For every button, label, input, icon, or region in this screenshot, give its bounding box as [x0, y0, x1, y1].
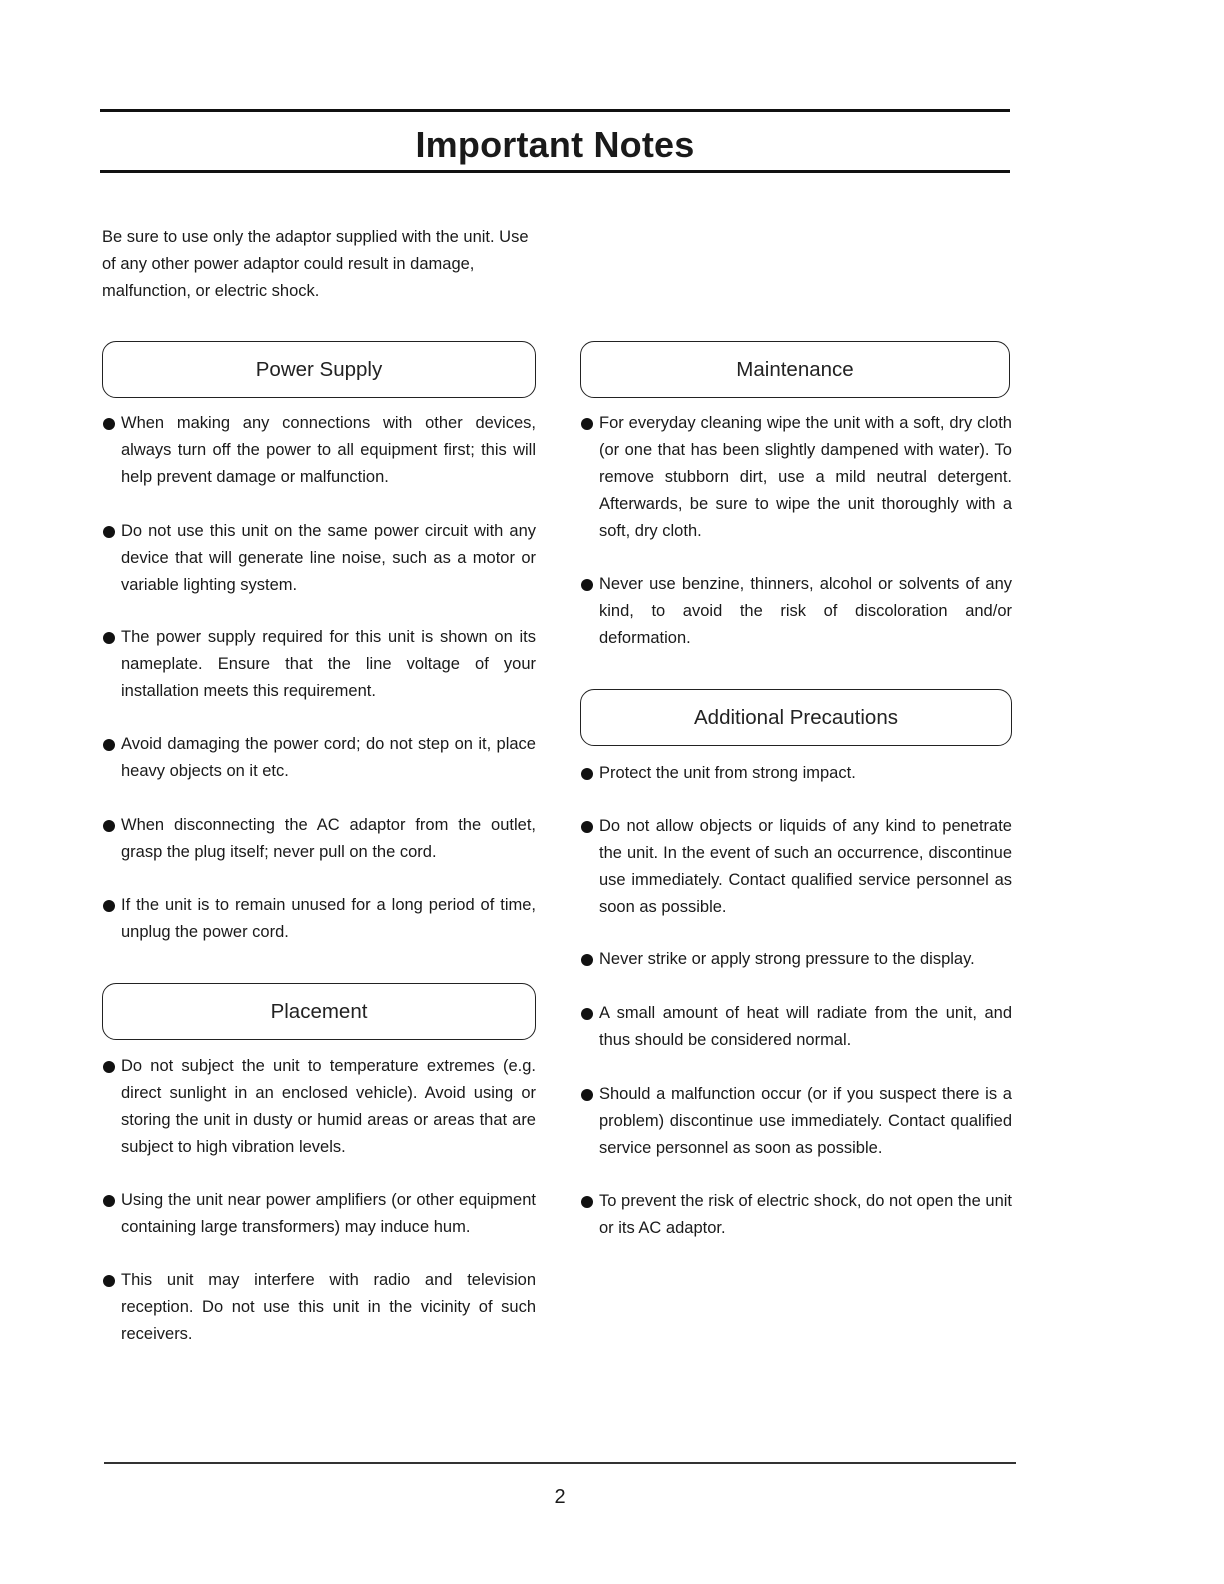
- bullet-icon: [103, 900, 115, 912]
- placement-item: This unit may interfere with radio and television reception. Do not use this unit in the vicinity of such receivers.: [102, 1267, 536, 1348]
- bullet-icon: [581, 768, 593, 780]
- bullet-icon: [581, 579, 593, 591]
- power-supply-item: If the unit is to remain unused for a long period of time, unplug the power cord.: [102, 892, 536, 946]
- bullet-icon: [581, 1008, 593, 1020]
- maintenance-heading: Maintenance: [580, 341, 1010, 398]
- power-supply-item: Avoid damaging the power cord; do not step on it, place heavy objects on it etc.: [102, 731, 536, 785]
- placement-heading: Placement: [102, 983, 536, 1040]
- footer-rule: [104, 1462, 1016, 1464]
- maintenance-item: Never use benzine, thinners, alcohol or solvents of any kind, to avoid the risk of discoloration and/or deformation.: [580, 571, 1012, 652]
- precaution-item: A small amount of heat will radiate from the unit, and thus should be considered normal.: [580, 1000, 1012, 1054]
- bullet-icon: [103, 739, 115, 751]
- power-supply-item: When disconnecting the AC adaptor from the outlet, grasp the plug itself; never pull on the cord.: [102, 812, 536, 866]
- power-supply-item: When making any connections with other devices, always turn off the power to all equipment first; this will help prevent damage or malfunction.: [102, 410, 536, 491]
- bullet-icon: [581, 418, 593, 430]
- bullet-icon: [103, 1061, 115, 1073]
- precaution-item: To prevent the risk of electric shock, do not open the unit or its AC adaptor.: [580, 1188, 1012, 1242]
- bullet-icon: [581, 821, 593, 833]
- additional-precautions-heading: Additional Precautions: [580, 689, 1012, 746]
- page-title: Important Notes: [415, 124, 695, 165]
- bullet-icon: [103, 820, 115, 832]
- title-underline: [100, 170, 1010, 173]
- power-supply-item: Do not use this unit on the same power circuit with any device that will generate line noise, such as a motor or variable lighting system.: [102, 518, 536, 599]
- top-rule: [100, 109, 1010, 112]
- bullet-icon: [581, 1089, 593, 1101]
- bullet-icon: [581, 1196, 593, 1208]
- bullet-icon: [103, 632, 115, 644]
- bullet-icon: [103, 418, 115, 430]
- bullet-icon: [103, 526, 115, 538]
- intro-paragraph: Be sure to use only the adaptor supplied with the unit. Use of any other power adaptor could result in damage, malfunction, or electric shock.: [102, 228, 529, 300]
- power-supply-heading: Power Supply: [102, 341, 536, 398]
- bullet-icon: [581, 954, 593, 966]
- page-number: 2: [554, 1486, 566, 1508]
- power-supply-item: The power supply required for this unit is shown on its nameplate. Ensure that the line voltage of your installation meets this requirement.: [102, 624, 536, 705]
- precaution-item: Never strike or apply strong pressure to the display.: [580, 946, 1012, 973]
- maintenance-item: For everyday cleaning wipe the unit with a soft, dry cloth (or one that has been slightly dampened with water). To remove stubborn dirt, use a mild neutral detergent. Afterwards, be sure to wipe the unit thoroughly with a soft, dry cloth.: [580, 410, 1012, 545]
- bullet-icon: [103, 1275, 115, 1287]
- precaution-item: Should a malfunction occur (or if you suspect there is a problem) discontinue use immediately. Contact qualified service personnel as soon as possible.: [580, 1081, 1012, 1162]
- precaution-item: Do not allow objects or liquids of any kind to penetrate the unit. In the event of such an occurrence, discontinue use immediately. Contact qualified service personnel as soon as possible.: [580, 813, 1012, 921]
- placement-item: Do not subject the unit to temperature extremes (e.g. direct sunlight in an enclosed vehicle). Avoid using or storing the unit in dusty or humid areas or areas that are subject to high vibration levels.: [102, 1053, 536, 1161]
- precaution-item: Protect the unit from strong impact.: [580, 760, 1012, 787]
- bullet-icon: [103, 1195, 115, 1207]
- placement-item: Using the unit near power amplifiers (or other equipment containing large transformers) may induce hum.: [102, 1187, 536, 1241]
